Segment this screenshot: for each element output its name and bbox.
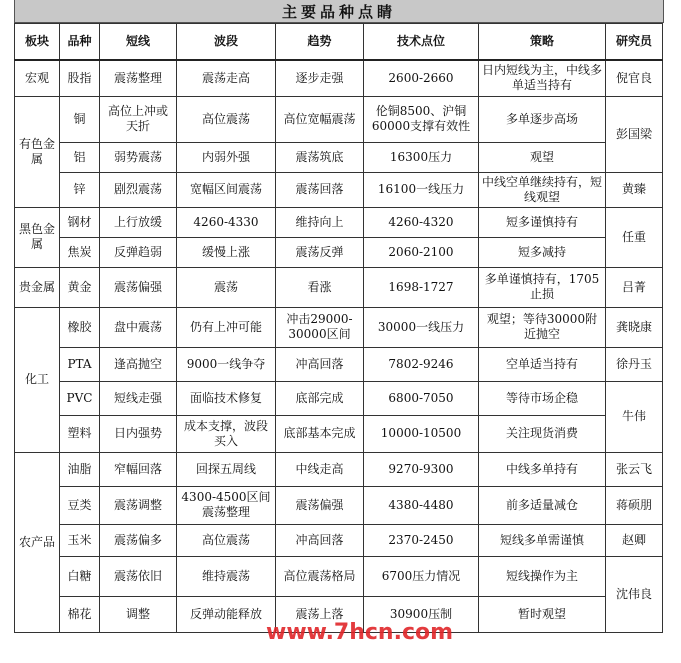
strategy-cell: 前多适量减仓	[479, 486, 606, 524]
variety-cell: 钢材	[60, 207, 100, 237]
researcher-cell: 沈伟良	[606, 556, 663, 632]
strategy-cell: 关注现货消费	[479, 415, 606, 452]
tech-cell: 2370-2450	[364, 524, 479, 556]
researcher-cell: 牛伟	[606, 381, 663, 452]
variety-cell: 豆类	[60, 486, 100, 524]
header-variety: 品种	[60, 24, 100, 61]
trend-cell: 看涨	[276, 267, 364, 307]
header-trend: 趋势	[276, 24, 364, 61]
short-cell: 调整	[100, 596, 177, 632]
variety-cell: 铝	[60, 142, 100, 172]
varieties-table	[14, 23, 663, 633]
tech-cell: 10000-10500	[364, 415, 479, 452]
table-row	[15, 267, 663, 307]
short-cell: 弱势震荡	[100, 142, 177, 172]
table-row	[15, 452, 663, 486]
short-cell: 盘中震荡	[100, 307, 177, 347]
researcher-cell: 彭国梁	[606, 96, 663, 172]
tech-cell: 4260-4320	[364, 207, 479, 237]
researcher-cell: 徐丹玉	[606, 347, 663, 381]
strategy-cell: 观望；等待30000附近抛空	[479, 307, 606, 347]
tech-cell: 1698-1727	[364, 267, 479, 307]
tech-cell: 2060-2100	[364, 237, 479, 267]
sector-cell: 黑色金属	[15, 207, 60, 267]
swing-cell: 4300-4500区间震荡整理	[177, 486, 276, 524]
table-row	[15, 381, 663, 415]
table-row	[15, 172, 663, 207]
swing-cell: 仍有上冲可能	[177, 307, 276, 347]
swing-cell: 4260-4330	[177, 207, 276, 237]
website-watermark: www.7hcn.com	[266, 620, 454, 645]
short-cell: 震荡调整	[100, 486, 177, 524]
trend-cell: 高位宽幅震荡	[276, 96, 364, 142]
short-cell: 震荡整理	[100, 60, 177, 96]
tech-cell: 6800-7050	[364, 381, 479, 415]
sector-cell: 宏观	[15, 60, 60, 96]
table-row	[15, 524, 663, 556]
short-cell: 震荡偏强	[100, 267, 177, 307]
table-row	[15, 486, 663, 524]
researcher-cell: 任重	[606, 207, 663, 267]
short-cell: 震荡偏多	[100, 524, 177, 556]
strategy-cell: 短线多单需谨慎	[479, 524, 606, 556]
swing-cell: 9000一线争夺	[177, 347, 276, 381]
table-row	[15, 96, 663, 142]
trend-cell: 震荡筑底	[276, 142, 364, 172]
swing-cell: 缓慢上涨	[177, 237, 276, 267]
short-cell: 震荡依旧	[100, 556, 177, 596]
swing-cell: 高位震荡	[177, 524, 276, 556]
strategy-cell: 多单逐步高场	[479, 96, 606, 142]
variety-cell: PVC	[60, 381, 100, 415]
tech-cell: 30000一线压力	[364, 307, 479, 347]
table-row	[15, 307, 663, 347]
researcher-cell: 吕菁	[606, 267, 663, 307]
tech-cell: 30900压制	[364, 596, 479, 632]
header-researcher: 研究员	[606, 24, 663, 61]
table-title: 主要品种点睛	[14, 0, 664, 23]
trend-cell: 底部基本完成	[276, 415, 364, 452]
short-cell: 窄幅回落	[100, 452, 177, 486]
researcher-cell: 倪官良	[606, 60, 663, 96]
variety-cell: 白糖	[60, 556, 100, 596]
sector-cell: 化工	[15, 307, 60, 452]
header-sector: 板块	[15, 24, 60, 61]
trend-cell: 中线走高	[276, 452, 364, 486]
trend-cell: 逐步走强	[276, 60, 364, 96]
variety-cell: 锌	[60, 172, 100, 207]
tech-cell: 2600-2660	[364, 60, 479, 96]
short-cell: 反弹趋弱	[100, 237, 177, 267]
researcher-cell: 张云飞	[606, 452, 663, 486]
tech-cell: 7802-9246	[364, 347, 479, 381]
short-cell: 剧烈震荡	[100, 172, 177, 207]
swing-cell: 成本支撑，波段买入	[177, 415, 276, 452]
table-row	[15, 60, 663, 96]
strategy-cell: 等待市场企稳	[479, 381, 606, 415]
variety-cell: 焦炭	[60, 237, 100, 267]
sector-cell: 贵金属	[15, 267, 60, 307]
variety-cell: PTA	[60, 347, 100, 381]
short-cell: 高位上冲或天折	[100, 96, 177, 142]
trend-cell: 底部完成	[276, 381, 364, 415]
swing-cell: 内弱外强	[177, 142, 276, 172]
swing-cell: 反弹动能释放	[177, 596, 276, 632]
trend-cell: 冲高回落	[276, 524, 364, 556]
swing-cell: 震荡走高	[177, 60, 276, 96]
variety-cell: 棉花	[60, 596, 100, 632]
trend-cell: 冲高回落	[276, 347, 364, 381]
tech-cell: 16300压力	[364, 142, 479, 172]
short-cell: 日内强势	[100, 415, 177, 452]
trend-cell: 高位震荡格局	[276, 556, 364, 596]
tech-cell: 伦铜8500、沪铜60000支撑有效性	[364, 96, 479, 142]
tech-cell: 16100一线压力	[364, 172, 479, 207]
header-tech: 技术点位	[364, 24, 479, 61]
table-row	[15, 556, 663, 596]
variety-cell: 塑料	[60, 415, 100, 452]
strategy-cell: 暂时观望	[479, 596, 606, 632]
trend-cell: 冲击29000-30000区间	[276, 307, 364, 347]
table-row	[15, 347, 663, 381]
swing-cell: 面临技术修复	[177, 381, 276, 415]
trend-cell: 震荡上落	[276, 596, 364, 632]
researcher-cell: 黄臻	[606, 172, 663, 207]
swing-cell: 震荡	[177, 267, 276, 307]
variety-cell: 油脂	[60, 452, 100, 486]
swing-cell: 维持震荡	[177, 556, 276, 596]
short-cell: 短线走强	[100, 381, 177, 415]
short-cell: 上行放缓	[100, 207, 177, 237]
header-row	[15, 24, 663, 61]
researcher-cell: 龚晓康	[606, 307, 663, 347]
strategy-cell: 短多减持	[479, 237, 606, 267]
researcher-cell: 蒋硕朋	[606, 486, 663, 524]
short-cell: 逢高抛空	[100, 347, 177, 381]
header-swing: 波段	[177, 24, 276, 61]
table-row	[15, 207, 663, 237]
variety-cell: 股指	[60, 60, 100, 96]
trend-cell: 震荡反弹	[276, 237, 364, 267]
table-row	[15, 415, 663, 452]
table-row	[15, 237, 663, 267]
tech-cell: 6700压力情况	[364, 556, 479, 596]
swing-cell: 回探五周线	[177, 452, 276, 486]
strategy-cell: 空单适当持有	[479, 347, 606, 381]
strategy-cell: 短线操作为主	[479, 556, 606, 596]
variety-cell: 黄金	[60, 267, 100, 307]
variety-cell: 玉米	[60, 524, 100, 556]
trend-cell: 维持向上	[276, 207, 364, 237]
trend-cell: 震荡回落	[276, 172, 364, 207]
strategy-cell: 短多谨慎持有	[479, 207, 606, 237]
tech-cell: 9270-9300	[364, 452, 479, 486]
variety-cell: 铜	[60, 96, 100, 142]
strategy-cell: 日内短线为主，中线多单适当持有	[479, 60, 606, 96]
variety-cell: 橡胶	[60, 307, 100, 347]
strategy-cell: 观望	[479, 142, 606, 172]
strategy-cell: 多单谨慎持有，1705止损	[479, 267, 606, 307]
sector-cell: 有色金属	[15, 96, 60, 207]
strategy-cell: 中线空单继续持有，短线观望	[479, 172, 606, 207]
tech-cell: 4380-4480	[364, 486, 479, 524]
table-row	[15, 142, 663, 172]
researcher-cell: 赵卿	[606, 524, 663, 556]
strategy-cell: 中线多单持有	[479, 452, 606, 486]
header-strategy: 策略	[479, 24, 606, 61]
swing-cell: 宽幅区间震荡	[177, 172, 276, 207]
swing-cell: 高位震荡	[177, 96, 276, 142]
trend-cell: 震荡偏强	[276, 486, 364, 524]
sector-cell: 农产品	[15, 452, 60, 632]
header-short: 短线	[100, 24, 177, 61]
